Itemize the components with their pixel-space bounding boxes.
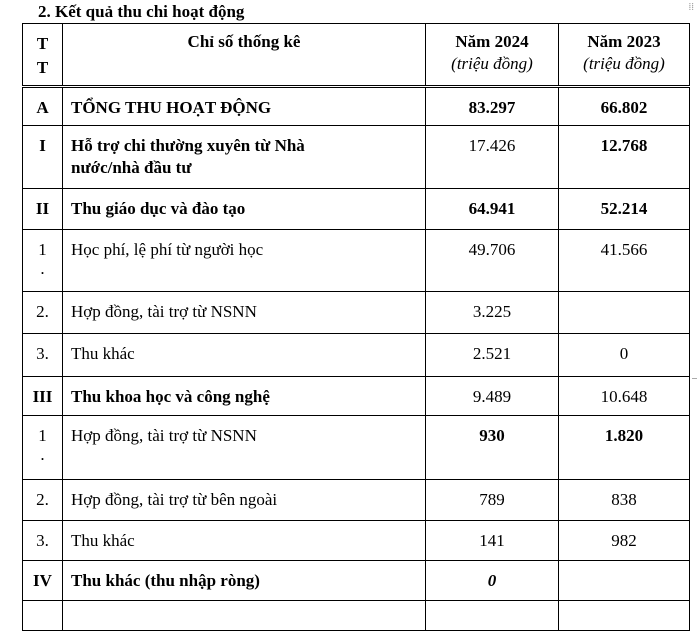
value-2024: 3.225	[426, 292, 559, 334]
table-header-row	[23, 24, 690, 87]
table-row	[23, 230, 690, 292]
value-2024	[426, 601, 559, 631]
row-code: I	[23, 126, 63, 189]
value-2024: 789	[426, 480, 559, 521]
table-row	[23, 292, 690, 334]
row-label: Thu khoa học và công nghệ	[63, 377, 426, 416]
value-2024: 64.941	[426, 189, 559, 230]
row-code: A	[23, 87, 63, 126]
value-2023: 52.214	[559, 189, 690, 230]
row-code: IV	[23, 561, 63, 601]
row-code: II	[23, 189, 63, 230]
row-code: 2.	[23, 480, 63, 521]
table-row	[23, 189, 690, 230]
table-row	[23, 521, 690, 561]
value-2023: 838	[559, 480, 690, 521]
row-label: Hợp đồng, tài trợ từ bên ngoài	[63, 480, 426, 521]
value-2023: 10.648	[559, 377, 690, 416]
header-year-2024: Năm 2024 (triệu đồng)	[426, 24, 559, 87]
value-2024: 17.426	[426, 126, 559, 189]
row-label: Học phí, lệ phí từ người học	[63, 230, 426, 292]
value-2024: 2.521	[426, 334, 559, 377]
revenue-table	[22, 23, 690, 631]
value-2023: 982	[559, 521, 690, 561]
row-label: Hợp đồng, tài trợ từ NSNN	[63, 416, 426, 480]
side-marker	[692, 378, 697, 379]
table-row	[23, 377, 690, 416]
unit-label: (triệu đồng)	[583, 54, 665, 73]
row-code	[23, 601, 63, 631]
table-row	[23, 601, 690, 631]
row-label: Thu giáo dục và đào tạo	[63, 189, 426, 230]
row-label: Thu khác	[63, 334, 426, 377]
row-label: Thu khác (thu nhập ròng)	[63, 561, 426, 601]
table-row	[23, 87, 690, 126]
value-2024: 930	[426, 416, 559, 480]
row-code: 2.	[23, 292, 63, 334]
row-label: Hợp đồng, tài trợ từ NSNN	[63, 292, 426, 334]
value-2024: 49.706	[426, 230, 559, 292]
row-label: TỔNG THU HOẠT ĐỘNG	[63, 87, 426, 126]
section-heading: 2. Kết quả thu chi hoạt động	[38, 2, 245, 21]
row-code: 3.	[23, 521, 63, 561]
row-label	[63, 601, 426, 631]
table-row	[23, 126, 690, 189]
table-row	[23, 561, 690, 601]
value-2023	[559, 292, 690, 334]
value-2024: 0	[426, 561, 559, 601]
table-row	[23, 334, 690, 377]
header-year-2023: Năm 2023 (triệu đồng)	[559, 24, 690, 87]
value-2023: 41.566	[559, 230, 690, 292]
header-tt: T T	[23, 24, 63, 87]
row-code: III	[23, 377, 63, 416]
value-2023	[559, 601, 690, 631]
row-code: 1 .	[23, 230, 63, 292]
table-row	[23, 480, 690, 521]
value-2023	[559, 561, 690, 601]
row-label: Thu khác	[63, 521, 426, 561]
value-2023: 0	[559, 334, 690, 377]
value-2023: 66.802	[559, 87, 690, 126]
value-2023: 1.820	[559, 416, 690, 480]
table-handle-icon[interactable]: ⁞⁞	[688, 2, 694, 13]
value-2023: 12.768	[559, 126, 690, 189]
row-code: 3.	[23, 334, 63, 377]
table-row	[23, 416, 690, 480]
unit-label: (triệu đồng)	[451, 54, 533, 73]
value-2024: 9.489	[426, 377, 559, 416]
row-label: Hỗ trợ chi thường xuyên từ Nhà nước/nhà đầu tư	[63, 126, 426, 189]
value-2024: 141	[426, 521, 559, 561]
value-2024: 83.297	[426, 87, 559, 126]
header-indicator: Chỉ số thống kê	[63, 24, 426, 87]
row-code: 1 .	[23, 416, 63, 480]
